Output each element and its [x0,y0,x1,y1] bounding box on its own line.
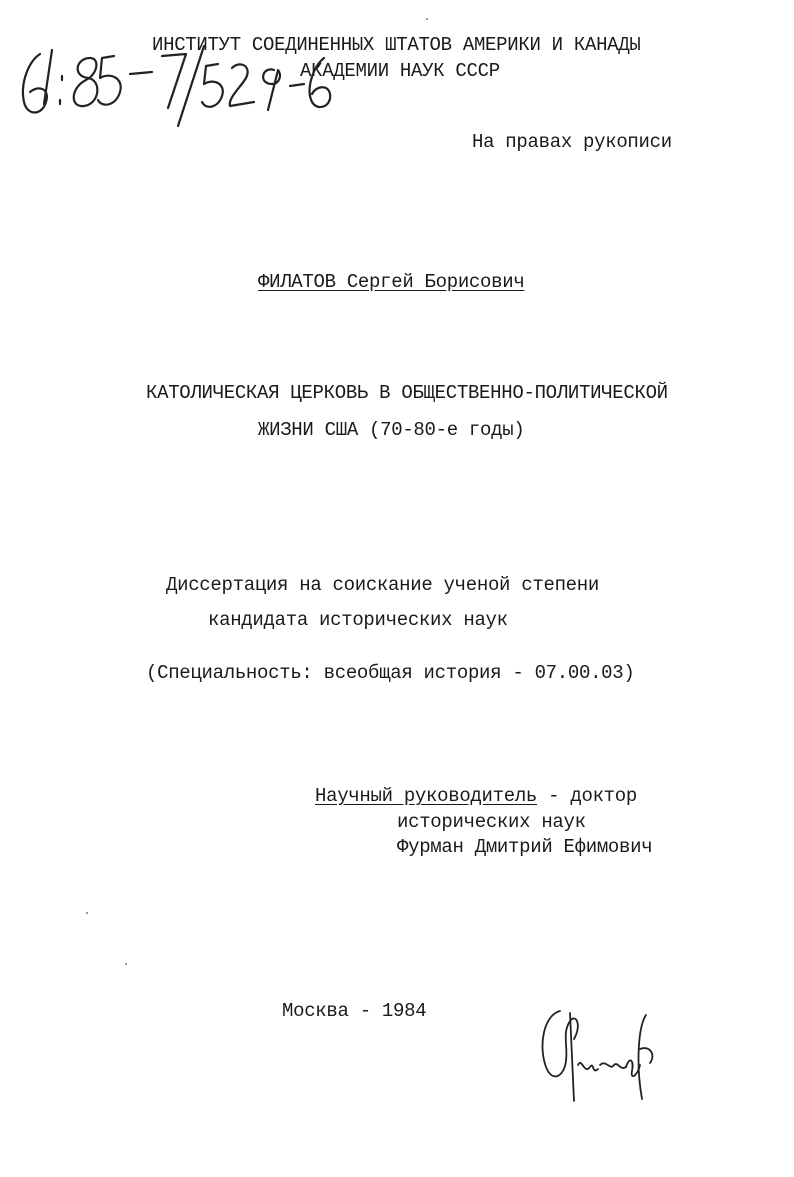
author-name: ФИЛАТОВ Сергей Борисович [258,271,525,293]
paper-speck [86,912,88,914]
supervisor-rank-part2: исторических наук [397,811,586,833]
supervisor-name: Фурман Дмитрий Ефимович [397,836,653,858]
dissertation-title-line-2: ЖИЗНИ США (70-80-е годы) [258,419,525,441]
supervisor-label: Научный руководитель [315,785,538,807]
supervisor-rank-part1: - доктор [548,785,637,807]
archive-number-text: 61:85-7/529-6 [0,28,8,29]
supervisor-line-1 [315,785,637,807]
institute-name: ИНСТИТУТ СОЕДИНЕННЫХ ШТАТОВ АМЕРИКИ И КАНАДЫ [152,34,641,56]
specialty: (Специальность: всеобщая история - 07.00.03) [146,662,635,684]
paper-speck [426,18,428,20]
degree-line-1: Диссертация на соискание ученой степени [166,574,599,596]
manuscript-rights-note: На правах рукописи [472,131,672,153]
city-year: Москва - 1984 [282,1000,427,1022]
dissertation-title-line-1: КАТОЛИЧЕСКАЯ ЦЕРКОВЬ В ОБЩЕСТВЕННО-ПОЛИТИЧЕСКОЙ [146,382,668,404]
archive-number-handwritten [0,28,360,128]
paper-speck [125,963,127,965]
author-signature [530,1005,670,1105]
academy-name: АКАДЕМИИ НАУК СССР [300,60,500,82]
degree-line-2: кандидата исторических наук [208,609,508,631]
